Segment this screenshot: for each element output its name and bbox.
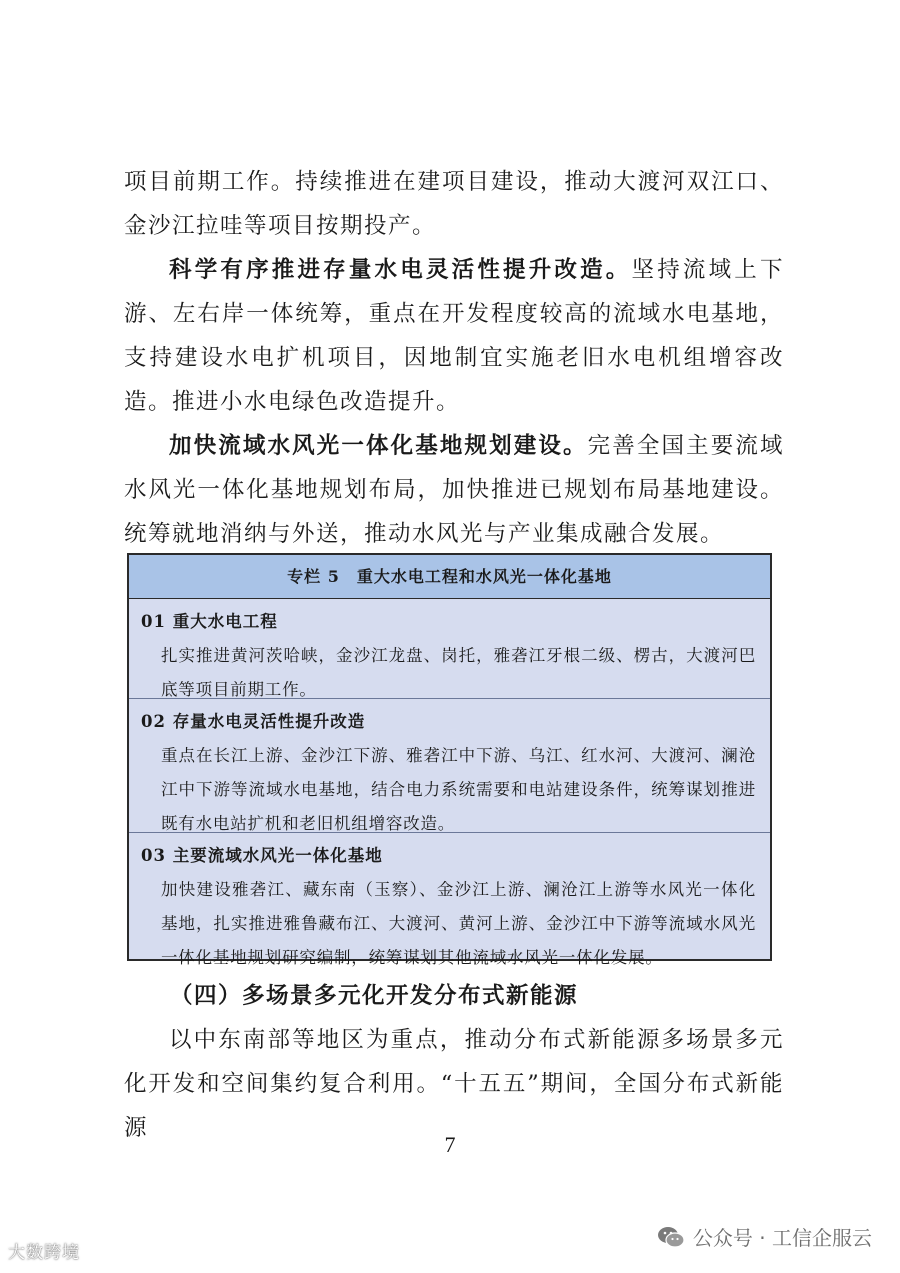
paragraph-hydro-flexibility (124, 248, 784, 424)
section-heading: （四）多场景多元化开发分布式新能源 (170, 983, 579, 1009)
paragraph-text: 完善全国主要流域水风光一体化基地规划布局，加快推进已规划布局基地建设。统筹就地消纳与外送，推动水风光与产业集成融合发展。 (124, 433, 784, 547)
paragraph-continued: 项目前期工作。持续推进在建项目建设，推动大渡河双江口、金沙江拉哇等项目按期投产。 (124, 169, 784, 239)
box-section (129, 599, 770, 699)
watermark-right (657, 1222, 872, 1251)
section-title: 01 重大水电工程 (141, 612, 278, 631)
watermark-left: 大数跨境 (8, 1243, 80, 1263)
section-body: 重点在长江上游、金沙江下游、雅砻江中下游、乌江、红水河、大渡河、澜沧江中下游等流域水电基地，结合电力系统需要和电站建设条件，统筹谋划推进既有水电站扩机和老旧机组增容改造。 (161, 746, 756, 833)
paragraph-distributed: 以中东南部等地区为重点，推动分布式新能源多场景多元化开发和空间集约复合利用。“十五五”期间，全国分布式新能源 (124, 1027, 784, 1141)
section-body: 扎实推进黄河茨哈峡，金沙江龙盘、岗托，雅砻江牙根二级、楞古，大渡河巴底等项目前期工作。 (161, 646, 756, 699)
section-title: 02 存量水电灵活性提升改造 (141, 712, 366, 731)
page-number: 7 (444, 1132, 456, 1157)
paragraph-text: 坚持流域上下游、左右岸一体统筹，重点在开发程度较高的流域水电基地，支持建设水电扩机项目，因地制宜实施老旧水电机组增容改造。推进小水电绿色改造提升。 (124, 257, 784, 415)
section-body: 加快建设雅砻江、藏东南（玉察）、金沙江上游、澜沧江上游等水风光一体化基地，扎实推进雅鲁藏布江、大渡河、黄河上游、金沙江中下游等流域水风光一体化基地规划研究编制，统筹谋划其他流域水风光一体化发展。 (161, 880, 756, 967)
feature-box (127, 553, 772, 967)
paragraph-lead: 科学有序推进存量水电灵活性提升改造。 (169, 257, 632, 283)
section-title: 03 主要流域水风光一体化基地 (141, 846, 383, 865)
paragraph-water-wind-solar (124, 424, 784, 556)
paragraph-lead: 加快流域水风光一体化基地规划建设。 (169, 433, 588, 459)
watermark-text: 公众号 · 工信企服云 (692, 1226, 872, 1250)
box-section (129, 833, 770, 967)
box-title: 专栏 5 重大水电工程和水风光一体化基地 (129, 555, 770, 599)
box-section (129, 699, 770, 833)
wechat-icon (657, 1226, 685, 1248)
